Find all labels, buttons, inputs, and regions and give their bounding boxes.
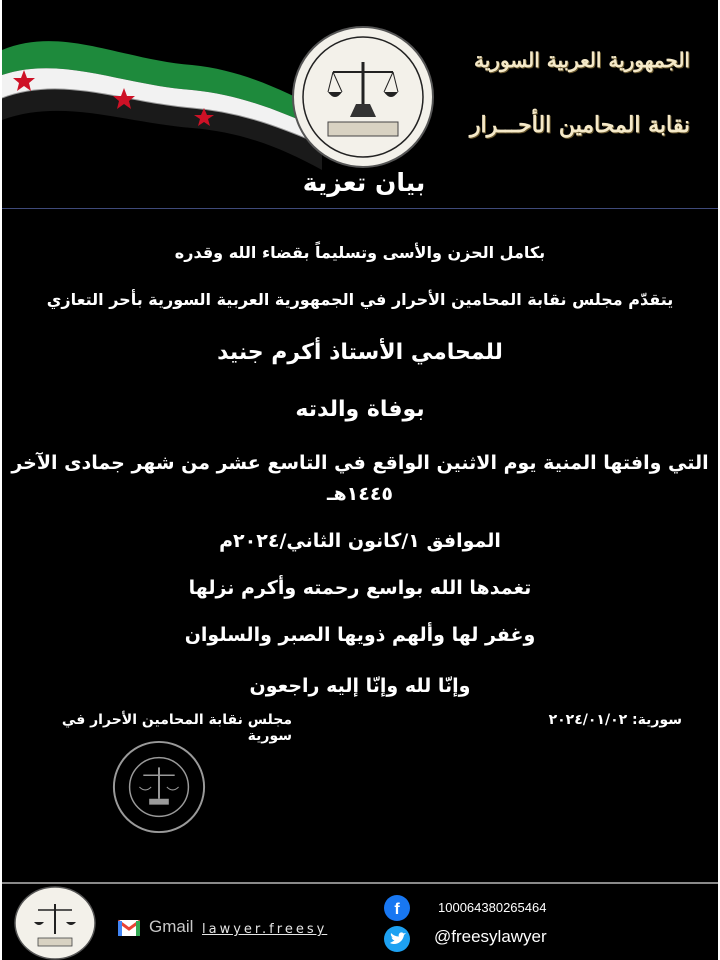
- header-divider: [2, 208, 718, 209]
- body-line-5: التي وافتها المنية يوم الاثنين الواقع في التاسع عشر من شهر جمادى الآخر: [11, 452, 709, 474]
- header-country-name: الجمهورية العربية السورية: [474, 48, 690, 72]
- svg-text:f: f: [394, 901, 400, 918]
- twitter-handle[interactable]: @freesylawyer: [434, 927, 547, 946]
- body-gregorian-date: الموافق ١/كانون الثاني/٢٠٢٤م: [219, 530, 501, 552]
- email-link[interactable]: lawyer.freesy: [202, 922, 328, 937]
- body-line-9: وغفر لها وألهم ذويها الصبر والسلوان: [184, 624, 536, 646]
- condolence-statement-page: [2, 0, 718, 960]
- bar-association-logo-icon: [288, 22, 438, 172]
- twitter-icon[interactable]: [382, 924, 412, 954]
- body-line-10: وإنّا لله وإنّا إليه راجعون: [249, 675, 471, 697]
- body-deceased-relative: للمحامي الأستاذ أكرم جنيد: [217, 340, 503, 365]
- footer-logo-icon: [14, 886, 96, 960]
- body-line-4: بوفاة والدته: [295, 397, 425, 422]
- syrian-revolution-flag-icon: [2, 20, 322, 170]
- body-hijri-year: ١٤٤٥هـ: [326, 483, 394, 505]
- title-text: بيان تعزية: [302, 168, 426, 197]
- facebook-icon[interactable]: [382, 893, 412, 923]
- footer-divider: [2, 882, 718, 884]
- body-line-2: يتقدّم مجلس نقابة المحامين الأحرار في الجمهورية العربية السورية بأحر التعازي: [46, 290, 674, 309]
- gmail-icon[interactable]: [118, 918, 140, 936]
- stamp-icon: [110, 738, 208, 836]
- body-line-1: بكامل الحزن والأسى وتسليماً بقضاء الله وقدره: [174, 243, 546, 262]
- page-title: [2, 168, 718, 197]
- gmail-label: Gmail: [149, 917, 194, 936]
- facebook-id[interactable]: 100064380265464: [438, 900, 547, 915]
- body-line-8: تغمدها الله بواسع رحمته وأكرم نزلها: [188, 577, 532, 599]
- signature-date: سورية: ٢٠٢٤/٠١/٠٢: [548, 712, 682, 728]
- header-association-name: نقابة المحامين الأحـــرار: [469, 112, 690, 138]
- signature-org: مجلس نقابة المحامين الأحرار في سورية: [61, 712, 292, 744]
